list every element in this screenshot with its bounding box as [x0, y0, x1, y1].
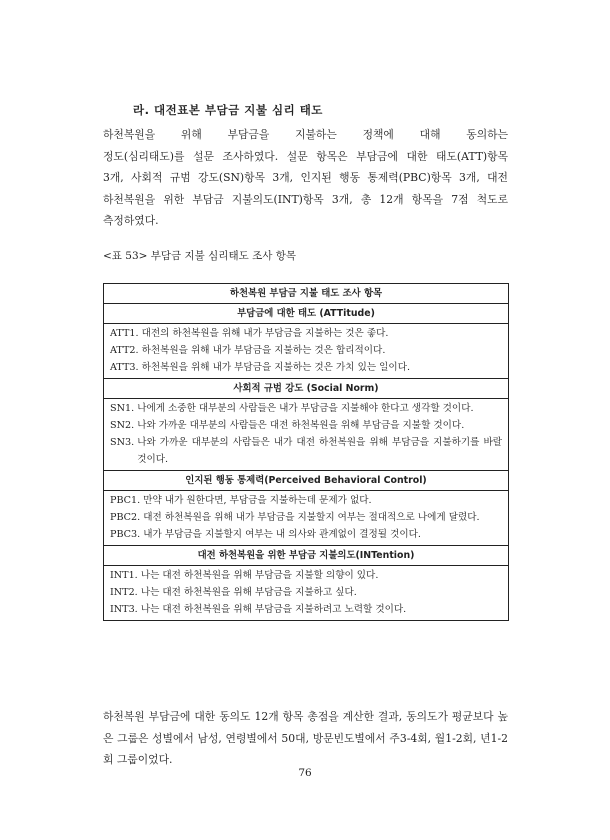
item-code: PBC3.: [110, 529, 141, 540]
item-row: [104, 526, 509, 546]
item-text: 나는 대전 하천복원을 위해 부담금을 지불하고 싶다.: [140, 587, 357, 598]
paragraph-line: 하천복원을 위해 부담금을 지불하는 정책에 대해 동의하는: [103, 128, 508, 141]
survey-item: [110, 400, 502, 417]
item-code: ATT1.: [110, 328, 139, 339]
table-caption: <표 53> 부담금 지불 심리태도 조사 항목: [103, 250, 296, 262]
section-header-row: [104, 304, 509, 324]
section-header-row: [104, 379, 509, 399]
section-header-row: [104, 471, 509, 491]
item-code: ATT3.: [110, 362, 139, 373]
survey-item: [110, 509, 502, 526]
item-row: [104, 509, 509, 526]
item-code: INT1.: [110, 570, 138, 581]
survey-item: [110, 325, 502, 342]
item-row: [104, 399, 509, 418]
item-cell: [104, 417, 509, 434]
survey-item: [110, 584, 502, 601]
item-text: 나와 가까운 대부분의 사람들은 대전 하천복원을 위해 부담금을 지불할 것이다.: [137, 420, 465, 431]
section-header: 인지된 행동 통제력(Perceived Behavioral Control): [104, 471, 509, 491]
paragraph-line: 3개, 사회적 규범 강도(SN)항목 3개, 인지된 행동 통제력(PBC)항목 3개, 대전: [103, 171, 508, 184]
section-header: 대전 하천복원을 위한 부담금 지불의도(INTention): [104, 546, 509, 566]
survey-item: [110, 492, 502, 509]
paragraph-line: 정도(심리태도)를 설문 조사하였다. 설문 항목은 부담금에 대한 태도(ATT)항목: [103, 149, 508, 163]
item-cell: [104, 526, 509, 546]
item-cell: [104, 324, 509, 343]
item-row: [104, 584, 509, 601]
survey-item: [110, 434, 502, 468]
section-header: 사회적 규범 강도 (Social Norm): [104, 379, 509, 399]
section-heading: 라. 대전표본 부담금 지불 심리 태도: [133, 103, 323, 117]
item-text: 대전의 하천복원을 위해 내가 부담금을 지불하는 것은 좋다.: [141, 328, 389, 339]
survey-items-table: [103, 283, 509, 621]
item-row: [104, 491, 509, 510]
item-text: 나와 가까운 대부분의 사람들은 내가 대전 하천복원을 위해 부담금을 지불하기를 바랄 것이다.: [137, 437, 502, 465]
item-code: PBC1.: [110, 495, 141, 506]
item-cell: [104, 509, 509, 526]
page-number: 76: [298, 767, 312, 779]
intro-paragraph: [103, 124, 508, 232]
item-text: 나에게 소중한 대부분의 사람들은 내가 부담금을 지불해야 한다고 생각할 것이다.: [137, 403, 474, 414]
item-cell: [104, 434, 509, 471]
item-cell: [104, 359, 509, 379]
item-text: 나는 대전 하천복원을 위해 부담금을 지불할 의향이 있다.: [140, 570, 379, 581]
item-cell: [104, 399, 509, 418]
result-paragraph: 하천복원 부담금에 대한 동의도 12개 항목 총점을 계산한 결과, 동의도가 평균보다 높은 그룹은 성별에서 남성, 연령별에서 50대, 방문빈도별에서 주3-4회, 월1-2회, 년1-2회 그룹이었다.: [103, 710, 508, 766]
item-cell: [104, 601, 509, 621]
table-title: 하천복원 부담금 지불 태도 조사 항목: [104, 284, 509, 304]
survey-item: [110, 567, 502, 584]
item-code: INT2.: [110, 587, 138, 598]
section-header-row: [104, 546, 509, 566]
item-cell: [104, 566, 509, 585]
paragraph-line: 측정하였다.: [103, 214, 159, 227]
item-text: 대전 하천복원을 위해 내가 부담금을 지불할지 여부는 절대적으로 나에게 달렸다.: [143, 512, 480, 523]
item-cell: [104, 342, 509, 359]
item-row: [104, 434, 509, 471]
item-row: [104, 342, 509, 359]
survey-item: [110, 359, 502, 376]
survey-item: [110, 601, 502, 618]
item-code: SN1.: [110, 403, 135, 414]
item-text: 나는 대전 하천복원을 위해 부담금을 지불하려고 노력할 것이다.: [140, 604, 407, 615]
survey-item: [110, 417, 502, 434]
survey-item: [110, 526, 502, 543]
item-cell: [104, 584, 509, 601]
item-code: SN3.: [110, 437, 135, 448]
item-row: [104, 601, 509, 621]
item-row: [104, 566, 509, 585]
item-text: 하천복원을 위해 내가 부담금을 지불하는 것은 가치 있는 일이다.: [141, 362, 411, 373]
item-code: SN2.: [110, 420, 135, 431]
item-text: 하천복원을 위해 내가 부담금을 지불하는 것은 합리적이다.: [141, 345, 386, 356]
item-text: 만약 내가 원한다면, 부담금을 지불하는데 문제가 없다.: [143, 495, 372, 506]
item-text: 내가 부담금을 지불할지 여부는 내 의사와 관계없이 결정될 것이다.: [143, 529, 421, 540]
section-header: 부담금에 대한 태도 (ATTitude): [104, 304, 509, 324]
item-row: [104, 324, 509, 343]
paragraph-line: 하천복원을 위한 부담금 지불의도(INT)항목 3개, 총 12개 항목을 7점 척도로: [103, 192, 508, 206]
survey-item: [110, 342, 502, 359]
item-code: INT3.: [110, 604, 138, 615]
item-row: [104, 359, 509, 379]
item-cell: [104, 491, 509, 510]
item-row: [104, 417, 509, 434]
item-code: PBC2.: [110, 512, 141, 523]
table-title-row: [104, 284, 509, 304]
item-code: ATT2.: [110, 345, 139, 356]
